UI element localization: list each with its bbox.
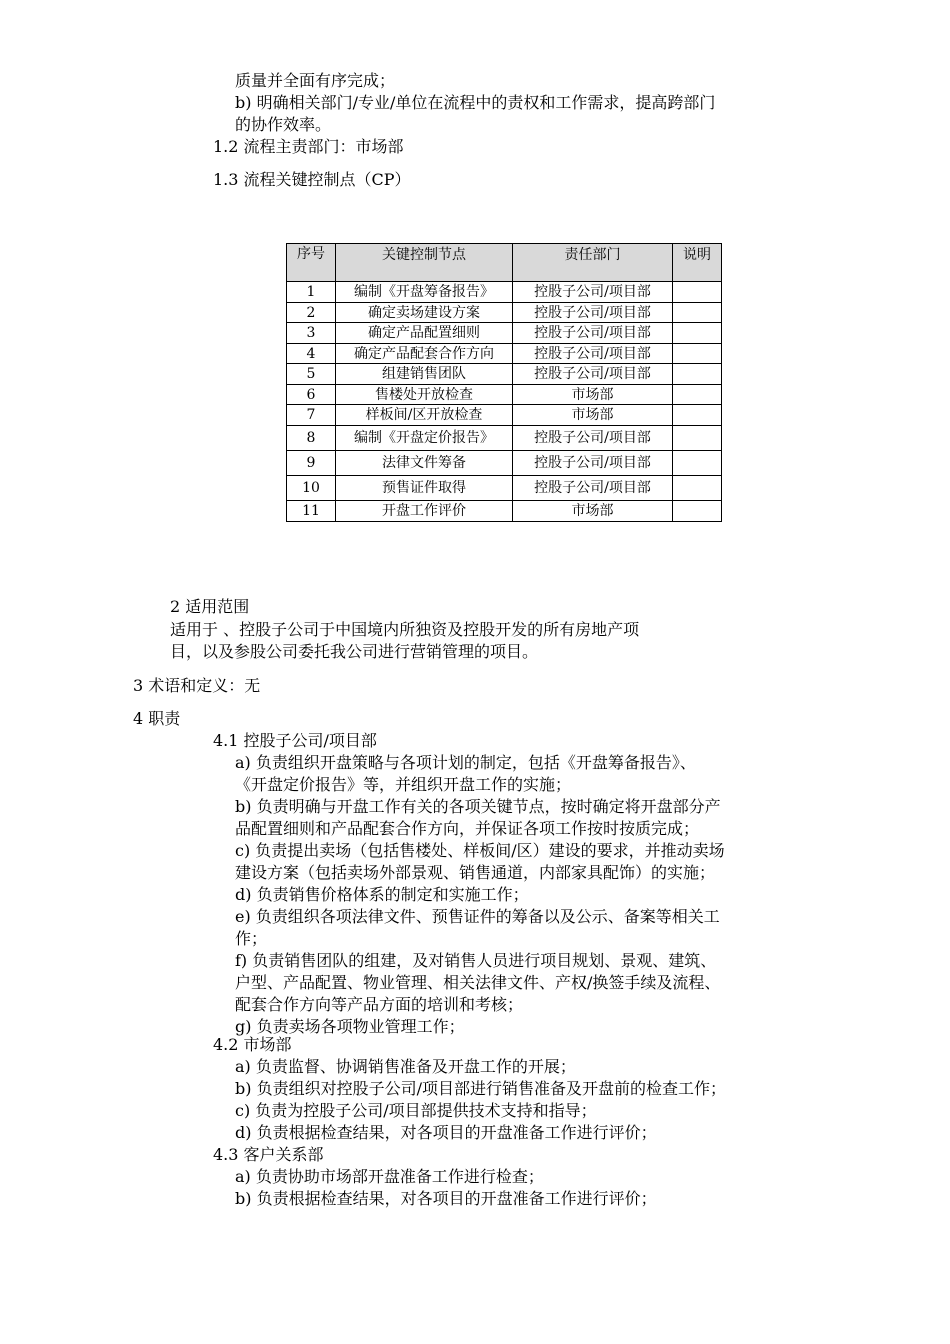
- section-3-heading: 3 术语和定义：无: [133, 676, 261, 695]
- row-node: 样板间/区开放检查: [336, 405, 513, 426]
- row-note: [673, 501, 722, 522]
- row-no: 11: [287, 501, 336, 522]
- row-node: 预售证件取得: [336, 476, 513, 501]
- row-no: 5: [287, 364, 336, 385]
- row-note: [673, 323, 722, 344]
- row-note: [673, 405, 722, 426]
- intro-line-2: b) 明确相关部门/专业/单位在流程中的责权和工作需求，提高跨部门: [235, 93, 716, 112]
- row-no: 2: [287, 303, 336, 323]
- duty-line: 品配置细则和产品配套合作方向，并保证各项工作按时按质完成；: [235, 819, 700, 838]
- row-node: 售楼处开放检查: [336, 385, 513, 405]
- scope-line-2: 目，以及参股公司委托我公司进行营销管理的项目。: [170, 642, 539, 661]
- table-row: [287, 501, 722, 522]
- duty-line: b) 负责明确与开盘工作有关的各项关键节点，按时确定将开盘部分产: [235, 797, 721, 816]
- row-no: 7: [287, 405, 336, 426]
- table-row: [287, 405, 722, 426]
- table-row: [287, 364, 722, 385]
- row-dept: 控股子公司/项目部: [513, 282, 673, 303]
- duty-line: b) 负责根据检查结果，对各项目的开盘准备工作进行评价；: [235, 1189, 657, 1208]
- header-no: 序号: [287, 244, 336, 282]
- row-node: 组建销售团队: [336, 364, 513, 385]
- row-note: [673, 344, 722, 364]
- section-1-3-heading: 1.3 流程关键控制点（CP）: [213, 170, 411, 189]
- duty-line: 配套合作方向等产品方面的培训和考核；: [235, 995, 524, 1014]
- header-dept: 责任部门: [513, 244, 673, 282]
- row-note: [673, 476, 722, 501]
- row-note: [673, 303, 722, 323]
- duty-line: 建设方案（包括卖场外部景观、销售通道，内部家具配饰）的实施；: [235, 863, 716, 882]
- row-note: [673, 451, 722, 476]
- row-no: 3: [287, 323, 336, 344]
- row-dept: 市场部: [513, 385, 673, 405]
- table-row: [287, 451, 722, 476]
- duty-line: c) 负责为控股子公司/项目部提供技术支持和指导；: [235, 1101, 597, 1120]
- header-node: 关键控制节点: [336, 244, 513, 282]
- section-4-heading: 4 职责: [133, 709, 181, 728]
- duty-line: b) 负责组织对控股子公司/项目部进行销售准备及开盘前的检查工作；: [235, 1079, 726, 1098]
- table-row: [287, 282, 722, 303]
- row-note: [673, 364, 722, 385]
- section-1-2-heading: 1.2 流程主责部门：市场部: [213, 137, 404, 156]
- table-header-row: [287, 244, 722, 282]
- row-node: 确定卖场建设方案: [336, 303, 513, 323]
- row-no: 4: [287, 344, 336, 364]
- row-no: 6: [287, 385, 336, 405]
- duty-line: a) 负责协助市场部开盘准备工作进行检查；: [235, 1167, 544, 1186]
- control-points-table: [286, 243, 722, 522]
- intro-line-1: 质量并全面有序完成；: [235, 71, 396, 90]
- row-dept: 市场部: [513, 501, 673, 522]
- duty-line: f) 负责销售团队的组建，及对销售人员进行项目规划、景观、建筑、: [235, 951, 717, 970]
- table-row: [287, 344, 722, 364]
- section-4-2-heading: 4.2 市场部: [213, 1035, 292, 1054]
- row-node: 确定产品配套合作方向: [336, 344, 513, 364]
- scope-line-1: 适用于 、控股子公司于中国境内所独资及控股开发的所有房地产项: [170, 620, 640, 639]
- row-no: 9: [287, 451, 336, 476]
- table-row: [287, 476, 722, 501]
- row-no: 1: [287, 282, 336, 303]
- duty-line: g) 负责卖场各项物业管理工作；: [235, 1017, 465, 1036]
- row-dept: 控股子公司/项目部: [513, 451, 673, 476]
- row-node: 编制《开盘筹备报告》: [336, 282, 513, 303]
- row-node: 编制《开盘定价报告》: [336, 426, 513, 451]
- table-row: [287, 323, 722, 344]
- section-4-1-heading: 4.1 控股子公司/项目部: [213, 731, 377, 750]
- duty-line: a) 负责组织开盘策略与各项计划的制定，包括《开盘筹备报告》、: [235, 753, 696, 772]
- row-node: 法律文件筹备: [336, 451, 513, 476]
- row-node: 开盘工作评价: [336, 501, 513, 522]
- duty-line: 户型、产品配置、物业管理、相关法律文件、产权/换签手续及流程、: [235, 973, 721, 992]
- row-dept: 控股子公司/项目部: [513, 476, 673, 501]
- duty-line: 作；: [235, 929, 268, 948]
- row-dept: 控股子公司/项目部: [513, 344, 673, 364]
- intro-line-3: 的协作效率。: [235, 115, 332, 134]
- table-row: [287, 385, 722, 405]
- row-dept: 控股子公司/项目部: [513, 323, 673, 344]
- row-dept: 控股子公司/项目部: [513, 303, 673, 323]
- duty-line: e) 负责组织各项法律文件、预售证件的筹备以及公示、备案等相关工: [235, 907, 720, 926]
- duty-line: d) 负责销售价格体系的制定和实施工作；: [235, 885, 529, 904]
- row-node: 确定产品配置细则: [336, 323, 513, 344]
- row-note: [673, 282, 722, 303]
- section-4-3-heading: 4.3 客户关系部: [213, 1145, 324, 1164]
- table-row: [287, 303, 722, 323]
- row-no: 8: [287, 426, 336, 451]
- duty-line: 《开盘定价报告》等，并组织开盘工作的实施；: [235, 775, 572, 794]
- row-dept: 控股子公司/项目部: [513, 426, 673, 451]
- row-dept: 市场部: [513, 405, 673, 426]
- section-2-heading: 2 适用范围: [170, 597, 250, 616]
- row-no: 10: [287, 476, 336, 501]
- duty-line: a) 负责监督、协调销售准备及开盘工作的开展；: [235, 1057, 576, 1076]
- header-note: 说明: [673, 244, 722, 282]
- duty-line: d) 负责根据检查结果，对各项目的开盘准备工作进行评价；: [235, 1123, 657, 1142]
- row-note: [673, 426, 722, 451]
- row-note: [673, 385, 722, 405]
- table-row: [287, 426, 722, 451]
- duty-line: c) 负责提出卖场（包括售楼处、样板间/区）建设的要求，并推动卖场: [235, 841, 725, 860]
- row-dept: 控股子公司/项目部: [513, 364, 673, 385]
